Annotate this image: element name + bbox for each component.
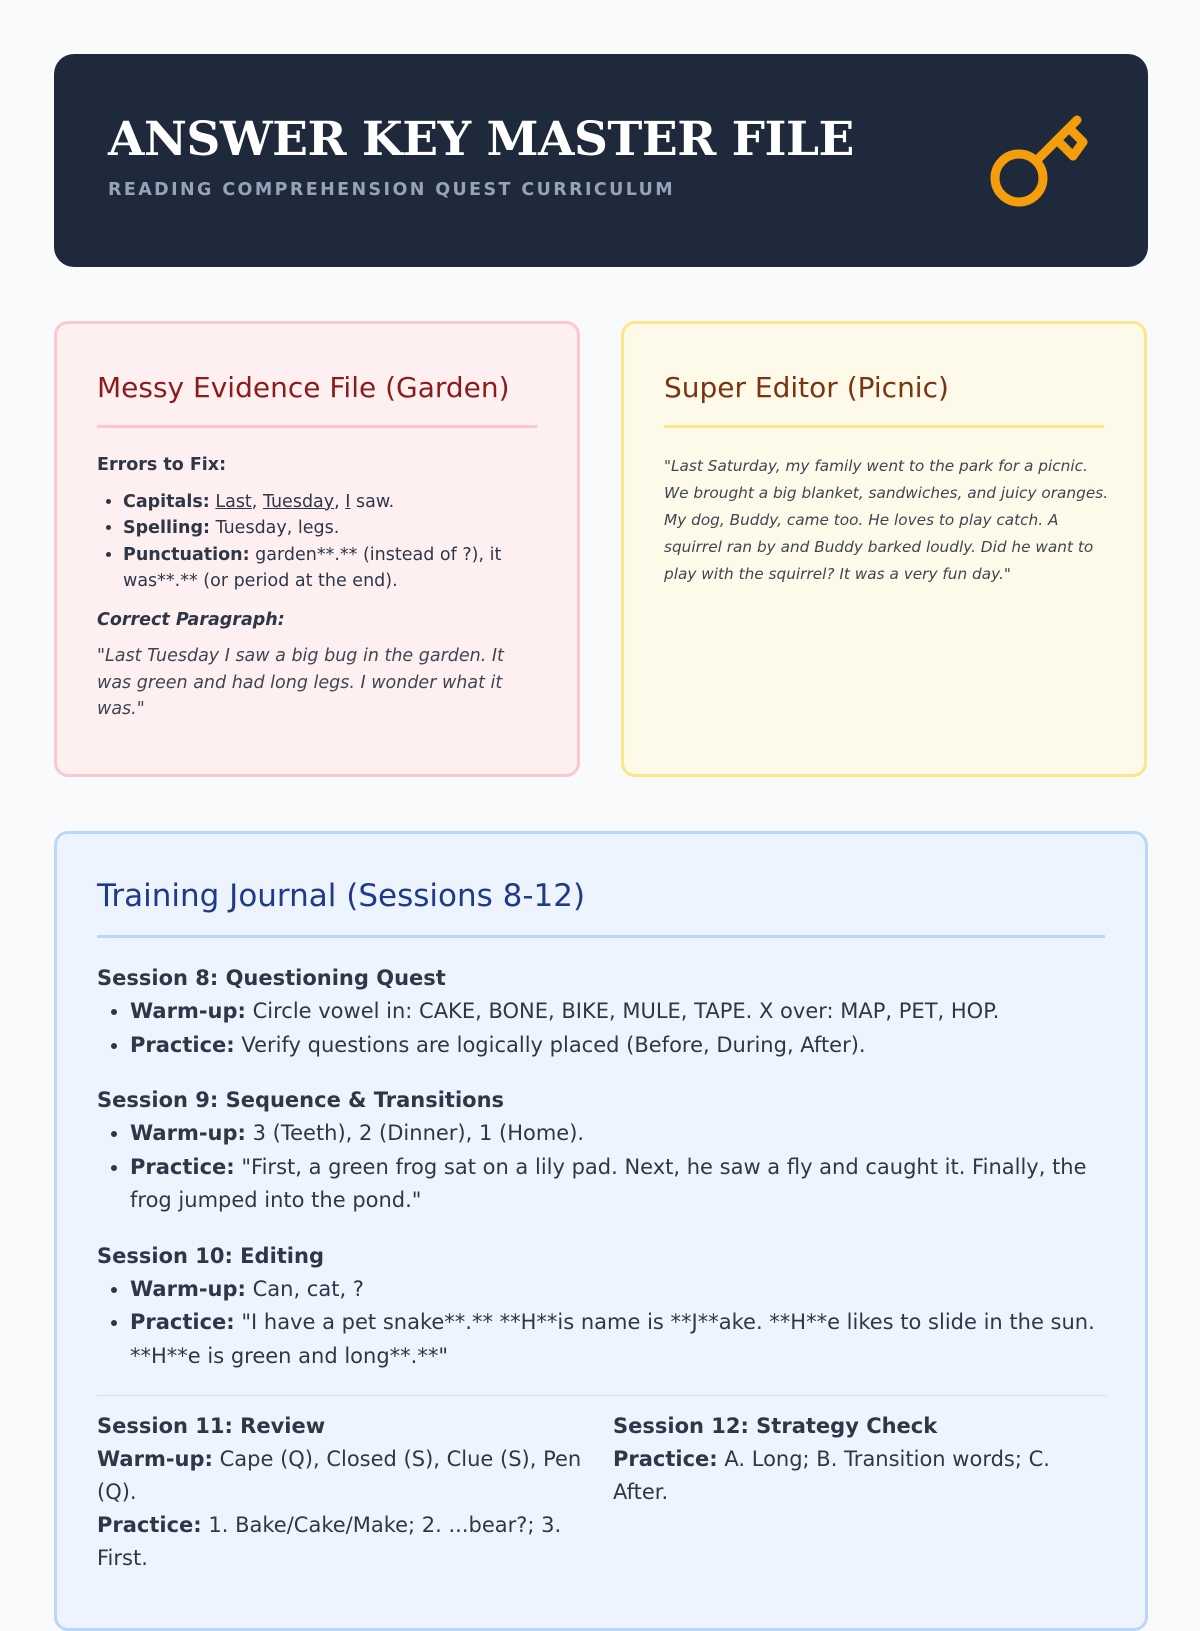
session-8 bbox=[97, 962, 1107, 1062]
session-9 bbox=[97, 1084, 1107, 1218]
session-heading: Session 11: Review bbox=[97, 1414, 326, 1438]
session-list bbox=[97, 1273, 1107, 1374]
evidence-card-title: Messy Evidence File (Garden) bbox=[97, 371, 510, 404]
practice-label: Practice: bbox=[130, 1154, 235, 1179]
warmup-value: 3 (Teeth), 2 (Dinner), 1 (Home). bbox=[252, 1121, 585, 1145]
errors-list bbox=[97, 489, 537, 595]
punctuation-label: Punctuation: bbox=[123, 544, 250, 565]
practice-value: 1. Bake/Cake/Make; 2. ...bear?; 3. First. bbox=[97, 1513, 562, 1570]
practice-label: Practice: bbox=[130, 1032, 235, 1057]
list-item bbox=[130, 1306, 1107, 1373]
warmup-label: Warm-up: bbox=[130, 999, 246, 1023]
practice-value: Verify questions are logically placed (Before, During, After). bbox=[241, 1032, 866, 1057]
practice-label: Practice: bbox=[130, 1310, 235, 1334]
punctuation-value: garden**.** (instead of ?), it was**.** (or period at the end). bbox=[123, 544, 502, 591]
practice-label: Practice: bbox=[97, 1513, 202, 1537]
warmup-value: Circle vowel in: CAKE, BONE, BIKE, MULE, TAPE. X over: MAP, PET, HOP. bbox=[252, 999, 1000, 1023]
capitals-label: Capitals: bbox=[123, 491, 210, 512]
practice-line bbox=[613, 1443, 1107, 1509]
page-title: ANSWER KEY MASTER FILE bbox=[108, 112, 854, 167]
practice-value: "First, a green frog sat on a lily pad. Next, he saw a fly and caught it. Finally, the frog jumped into the pond." bbox=[130, 1154, 1087, 1212]
list-item bbox=[123, 542, 537, 595]
header-banner bbox=[54, 54, 1148, 267]
journal-title: Training Journal (Sessions 8-12) bbox=[97, 878, 586, 914]
correct-paragraph-heading: Correct Paragraph: bbox=[97, 609, 285, 630]
page-subtitle: READING COMPREHENSION QUEST CURRICULUM bbox=[108, 180, 676, 200]
correct-paragraph: "Last Tuesday I saw a big bug in the garden. It was green and had long legs. I wonder what it was." bbox=[97, 646, 504, 719]
spelling-label: Spelling: bbox=[123, 518, 210, 538]
editor-title-rule bbox=[664, 425, 1104, 428]
practice-value: A. Long; B. Transition words; C. After. bbox=[613, 1447, 1050, 1504]
warmup-label: Warm-up: bbox=[130, 1121, 246, 1145]
session-heading: Session 12: Strategy Check bbox=[613, 1414, 938, 1438]
capitals-word: Last bbox=[215, 491, 252, 512]
warmup-value: Can, cat, ? bbox=[252, 1276, 364, 1301]
warmup-label: Warm-up: bbox=[130, 1276, 246, 1301]
evidence-title-rule bbox=[97, 425, 537, 428]
list-item bbox=[130, 1273, 1107, 1307]
list-item bbox=[130, 1151, 1107, 1218]
capitals-word: saw. bbox=[356, 491, 395, 512]
session-11 bbox=[97, 1410, 613, 1575]
evidence-card-body bbox=[97, 452, 537, 723]
session-heading: Session 8: Questioning Quest bbox=[97, 966, 446, 990]
session-heading: Session 10: Editing bbox=[97, 1243, 324, 1268]
practice-line bbox=[97, 1509, 613, 1575]
editor-card bbox=[621, 321, 1147, 777]
session-10 bbox=[97, 1240, 1107, 1374]
session-list bbox=[97, 1117, 1107, 1218]
list-item bbox=[130, 1117, 1107, 1151]
key-icon bbox=[989, 106, 1099, 216]
practice-value: "I have a pet snake**.** **H**is name is **J**ake. **H**e likes to slide in the sun. **H**e is green and long**.**" bbox=[130, 1310, 1095, 1368]
list-item bbox=[130, 995, 1107, 1029]
session-columns bbox=[97, 1410, 1107, 1575]
list-item: • Capitals: Last, Tuesday, I saw. bbox=[123, 489, 537, 516]
journal-card bbox=[54, 831, 1148, 1631]
list-item bbox=[123, 515, 537, 542]
warmup-label: Warm-up: bbox=[97, 1447, 213, 1471]
session-12 bbox=[613, 1410, 1107, 1575]
warmup-value: Cape (Q), Closed (S), Clue (S), Pen (Q). bbox=[97, 1447, 582, 1504]
evidence-card bbox=[54, 321, 580, 777]
journal-body bbox=[97, 962, 1107, 1575]
practice-label: Practice: bbox=[613, 1447, 718, 1471]
editor-paragraph: "Last Saturday, my family went to the park for a picnic. We brought a big blanket, sandwiches, and juicy oranges. My dog, Buddy, came too. He loves to play catch. A squirrel ran by and Buddy barked loudly. Did he want to play with the squirrel? It was a very fun day." bbox=[664, 457, 1109, 583]
spelling-value: Tuesday, legs. bbox=[215, 518, 340, 538]
warmup-line bbox=[97, 1443, 613, 1509]
session-list bbox=[97, 995, 1107, 1062]
session-heading: Session 9: Sequence & Transitions bbox=[97, 1088, 505, 1112]
errors-heading: Errors to Fix: bbox=[97, 455, 227, 475]
capitals-word: I bbox=[345, 491, 351, 512]
capitals-word: Tuesday bbox=[262, 491, 335, 512]
editor-card-title: Super Editor (Picnic) bbox=[664, 371, 949, 404]
list-item bbox=[130, 1029, 1107, 1063]
section-divider bbox=[97, 1395, 1107, 1396]
journal-title-rule bbox=[97, 935, 1105, 938]
